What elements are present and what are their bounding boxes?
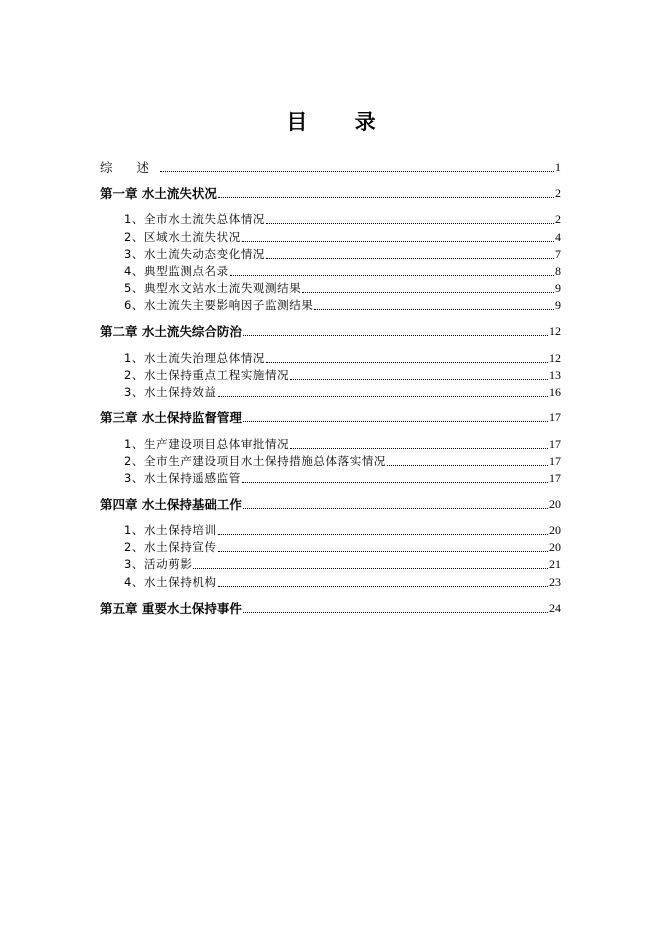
- dot-leader: [242, 240, 554, 242]
- dot-leader: [160, 170, 554, 172]
- toc-page-number: 20: [549, 497, 561, 511]
- dot-leader: [266, 257, 554, 259]
- toc-entry-label: 2、全市生产建设项目水土保持措施总体落实情况: [124, 454, 387, 468]
- toc-page-number: 12: [549, 324, 561, 338]
- toc-entry-section[interactable]: [124, 212, 561, 227]
- toc-entry-label: 4、典型监测点名录: [124, 264, 229, 278]
- dot-leader: [242, 481, 548, 483]
- toc-entry-label: 1、生产建设项目总体审批情况: [124, 437, 290, 451]
- toc-entry-label: 第一章 水土流失状况: [100, 186, 217, 201]
- toc-entry-label: 1、全市水土流失总体情况: [124, 212, 266, 226]
- toc-entry-chapter-2[interactable]: [100, 324, 561, 339]
- dot-leader: [218, 533, 548, 535]
- toc-page-number: 4: [555, 230, 561, 244]
- toc-page-number: 17: [549, 437, 561, 451]
- dot-leader: [218, 395, 548, 397]
- dot-leader: [266, 361, 548, 363]
- dot-leader: [387, 464, 548, 466]
- toc-entry-section[interactable]: [124, 575, 561, 590]
- toc-page-number: 9: [555, 298, 561, 312]
- toc-entry-section[interactable]: [124, 437, 561, 452]
- dot-leader: [290, 378, 548, 380]
- toc-entry-chapter-1[interactable]: [100, 186, 561, 201]
- toc-page-number: 21: [549, 557, 561, 571]
- toc-entry-section[interactable]: [124, 523, 561, 538]
- dot-leader: [314, 308, 554, 310]
- toc-page-number: 17: [549, 471, 561, 485]
- toc-page-number: 17: [549, 410, 561, 424]
- toc-entry-label: 第四章 水土保持基础工作: [100, 497, 242, 512]
- toc-page-number: 8: [555, 264, 561, 278]
- toc-entry-chapter-5[interactable]: [100, 601, 561, 616]
- toc-page-number: 20: [549, 540, 561, 554]
- toc-entry-label: 4、水土保持机构: [124, 575, 217, 589]
- toc-entry-chapter-4[interactable]: [100, 497, 561, 512]
- toc-entry-label: 1、水土流失治理总体情况: [124, 351, 266, 365]
- toc-entry-label: 2、水土保持宣传: [124, 540, 217, 554]
- dot-leader: [266, 222, 554, 224]
- toc-entry-section[interactable]: [124, 264, 561, 279]
- toc-entry-label: 3、水土保持效益: [124, 385, 217, 399]
- dot-leader: [218, 550, 548, 552]
- toc-entry-label: 2、区域水土流失状况: [124, 230, 241, 244]
- toc-page-number: 1: [555, 160, 561, 174]
- toc-entry-label: 第三章 水土保持监督管理: [100, 410, 242, 425]
- toc-entry-section[interactable]: [124, 385, 561, 400]
- toc-page-number: 13: [549, 368, 561, 382]
- toc-entry-section[interactable]: [124, 247, 561, 262]
- toc-page-number: 20: [549, 523, 561, 537]
- toc-page-number: 23: [549, 575, 561, 589]
- dot-leader: [302, 291, 554, 293]
- toc-entry-label: 5、典型水文站水土流失观测结果: [124, 281, 302, 295]
- toc-entry-label: 第二章 水土流失综合防治: [100, 324, 242, 339]
- dot-leader: [243, 611, 548, 613]
- dot-leader: [218, 585, 548, 587]
- toc-entry-label: 1、水土保持培训: [124, 523, 217, 537]
- toc-page-number: 2: [555, 186, 561, 200]
- toc-page-number: 16: [549, 385, 561, 399]
- toc-entry-label: 2、水土保持重点工程实施情况: [124, 368, 290, 382]
- dot-leader: [243, 507, 548, 509]
- toc-entry-label: 3、活动剪影: [124, 557, 193, 571]
- toc-entry-section[interactable]: [124, 540, 561, 555]
- toc-entry-section[interactable]: [124, 557, 561, 572]
- toc-entry-label: 综 述: [100, 160, 159, 175]
- dot-leader: [230, 274, 554, 276]
- toc-entry-label: 3、水土流失动态变化情况: [124, 247, 266, 261]
- dot-leader: [218, 196, 554, 198]
- page-title: 目 录: [286, 110, 396, 134]
- toc-entry-section[interactable]: [124, 454, 561, 469]
- toc-entry-section[interactable]: [124, 471, 561, 486]
- toc-entry-section[interactable]: [124, 368, 561, 383]
- toc-page-number: 17: [549, 454, 561, 468]
- dot-leader: [193, 567, 548, 569]
- dot-leader: [243, 420, 548, 422]
- dot-leader: [243, 334, 548, 336]
- toc-entry-section[interactable]: [124, 281, 561, 296]
- toc-entry-section[interactable]: [124, 230, 561, 245]
- toc-entry-chapter-3[interactable]: [100, 410, 561, 425]
- dot-leader: [290, 447, 548, 449]
- toc-entry-label: 第五章 重要水土保持事件: [100, 601, 242, 616]
- toc-page-number: 2: [555, 212, 561, 226]
- toc-page-number: 9: [555, 281, 561, 295]
- toc-page-number: 12: [549, 351, 561, 365]
- toc-entry-label: 6、水土流失主要影响因子监测结果: [124, 298, 314, 312]
- toc-entry-label: 3、水土保持遥感监管: [124, 471, 241, 485]
- toc-entry-section[interactable]: [124, 351, 561, 366]
- toc-page-number: 24: [549, 601, 561, 615]
- toc-entry-intro[interactable]: [100, 160, 561, 175]
- toc-page-number: 7: [555, 247, 561, 261]
- toc-entry-section[interactable]: [124, 298, 561, 313]
